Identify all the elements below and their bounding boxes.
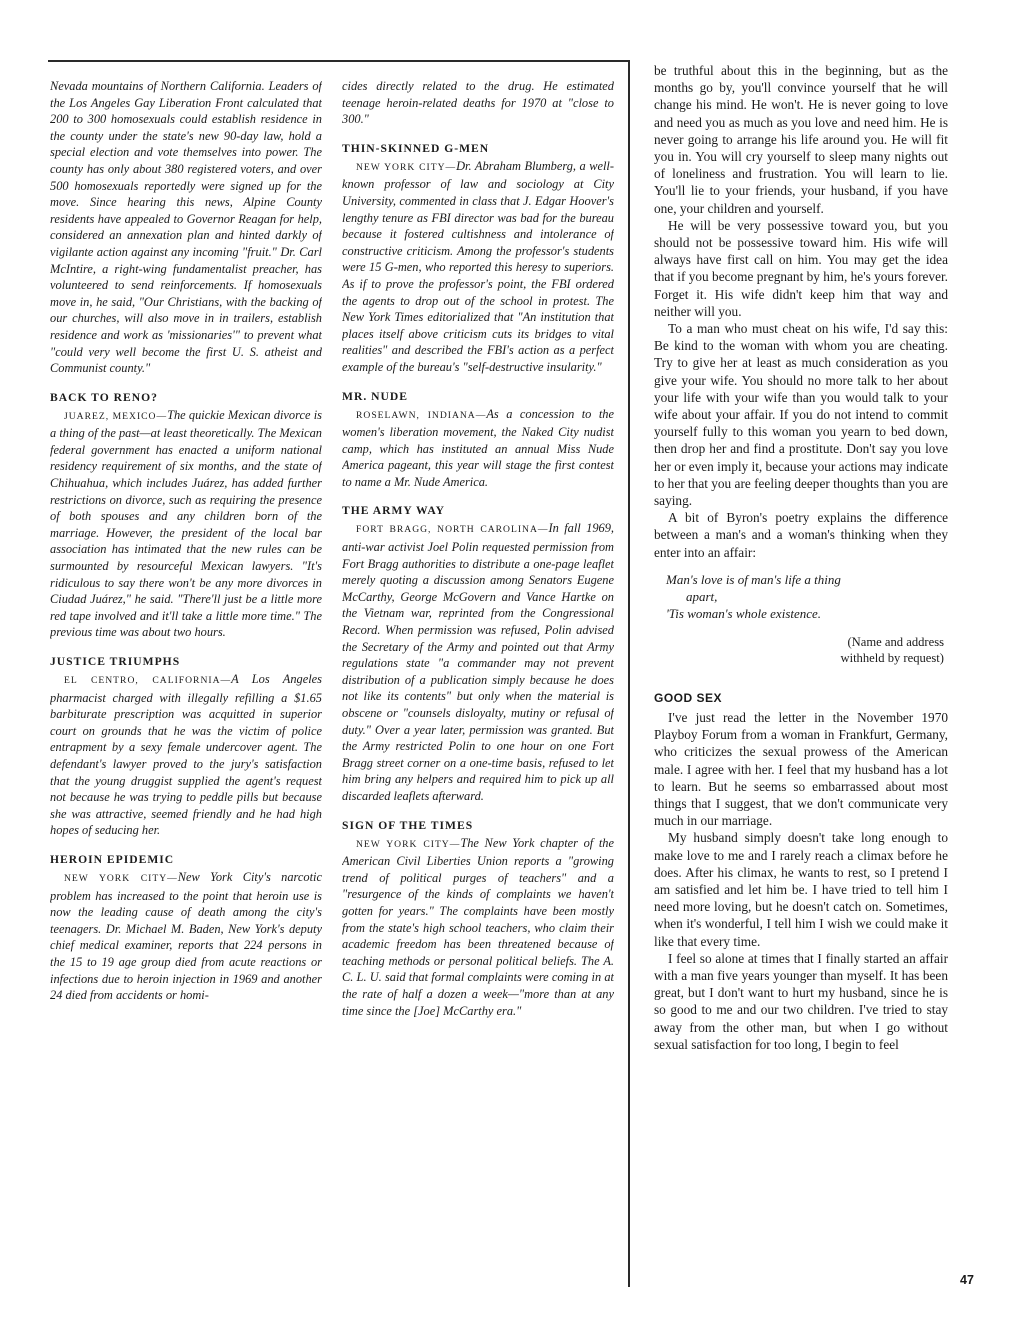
item-body: Dr. Abraham Blumberg, a well-known professor of law and sociology at City University, commented in class that J. Edgar Hoover's lengthy tenure as FBI director was bad for the bureau because it fostered cultishness and intolerance of constructive criticism. Among the professor's students were 15 G-men, who reported this heresy to superiors. As if to prove the professor's point, the FBI ordered the agents to drop out of the school in protest. The New York Times editorialized that "An institution that places itself above criticism cuts its bridges to vital realities" and described the FBI's action as a perfect example of the bureau's "self-destructive insularity." [342,158,614,374]
letter-paragraph: He will be very possessive toward you, but you should not be possessive toward him. His wife will always have first call on him. You may get the idea that if you become pregnant by him, he's yours forever. Forget it. His wife didn't keep him that way and neither will you. [654,217,948,319]
item-heading: MR. NUDE [342,389,408,403]
item-body: A Los Angeles pharmacist charged with illegally refilling a $1.65 barbiturate prescription was acquitted in superior court on grounds that he was the victim of police entrapment by a sexy female undercover agent. The defendant's lawyer proved to the jury's satisfaction that the young druggist supplied the agent's request not because he was trying to peddle pills but because she was attractive, seemed friendly and he had high hopes of seducing her. [50,672,322,838]
letter-paragraph: My husband simply doesn't take long enough to make love to me and I rarely reach a climax before he does. After his climax, he wants to rest, so I pretend I am satisfied and let him be. I have tried to tell him I need more loving, but he doesn't catch on. Sometimes, when it's wonderful, I tell him I wish we could make it like that every time. [654,830,948,949]
continued-item-text: Nevada mountains of Northern California. Leaders of the Los Angeles Gay Liberation Front calculated that 200 to 300 homosexuals could establish residence in the county under the state's new 90-day law, hold a special election and vote themselves into power. The county has only about 380 registered voters, and over 500 homosexuals reportedly were signed up for the move. Since hearing this news, Alpine County residents have appealed to Governor Reagan for help, considered an annexation plan and hinted darkly of vigilante action against any incoming "fruit." Dr. Carl McIntire, a right-wing fundamentalist preacher, has volunteered to send reinforcements. If homosexuals move in, he said, "Our Christians, with the backing of our churches, will also move in in trailers, establish residence and work as 'missionaries'" to prevent what "could very well become the first U. S. atheist and Communist county." [50,79,322,376]
item-dateline: FORT BRAGG, NORTH CAROLINA— [356,524,549,536]
item-dateline: JUAREZ, MEXICO— [64,410,168,422]
item-heading: HEROIN EPIDEMIC [50,852,175,866]
letter-paragraph: To a man who must cheat on his wife, I'd say this: Be kind to the woman with whom you are cheating. Try to give her at least as much consideration as you give your wife. You should no more talk to her about your life with your wife than you would talk to your wife about your affair. If you do not intend to commit yourself fully to this woman you yearn to bed down, then drop her and find a prostitute. Don't say you love her or even imply it, because your actions may indicate to her that you are feeling deeper thoughts than you are saying. [654,321,948,509]
news-item-mr-nude [342,390,614,491]
item-body: In fall 1969, anti-war activist Joel Polin requested permission from Fort Bragg authorities to distribute a one-page leaflet merely quoting a discussion among Senators Eugene McCarthy, George McGovern and Vance Hartke on the Vietnam war, reprinted from the Congressional Record. When permission was refused, Polin advised the Secretary of the Army and pointed out that Army regulations state "a commander may not prevent distribution of a publication simply because he does not like its contents" but only when the material is obscene or "counsels disloyalty, mutiny or refusal of duty." Over a year later, permission was granted. But the Army restricted Polin to one hour on one Fort Bragg street corner on a one-time basis, refused to let him bring any helpers and required him to pick up all discarded leaflets afterward. [342,521,614,803]
item-body: The quickie Mexican divorce is a thing of the past—at least theoretically. The Mexican federal government has enacted a uniform national residency requirement of six months, and the state of Chihuahua, which includes Juárez, has added further restrictions on divorce, such as requiring the presence of both spouses and any children born of the marriage. However, the president of the local bar association has intimated that the new rules can be surmounted by resourceful Mexican lawyers. "It's ridiculous to say there won't be any more divorces in Ciudad Juárez," he said. "There'll just be a little more red tape involved and it'll take a little more time." The previous time was about two hours. [50,407,322,640]
news-item-thin-skinned-g-men [342,142,614,376]
letter-good-sex [654,709,948,1053]
column-3 [654,62,948,1053]
column-divider [628,60,630,1287]
column-1 [50,78,322,1004]
item-dateline: NEW YORK CITY— [356,838,461,850]
item-heading: JUSTICE TRIUMPHS [50,655,181,668]
page-number: 47 [960,1273,974,1287]
signature-line: withheld by request) [840,651,944,666]
news-item-heroin-epidemic [50,853,322,1004]
signature-line: (Name and address [847,634,944,649]
item-heading: BACK TO RENO? [50,390,158,404]
news-item-the-army-way [342,504,614,804]
quote-line: Man's love is of man's life a thing [666,571,841,587]
byron-quote [666,571,948,622]
quote-line: apart, [686,588,718,604]
item-dateline: ROSELAWN, INDIANA— [356,409,487,421]
news-item-sign-of-the-times [342,819,614,1020]
column-2 [342,78,614,1019]
news-item-back-to-reno [50,391,322,641]
letter-heading: GOOD SEX [654,690,723,705]
letter-paragraph: A bit of Byron's poetry explains the difference between a man's and a woman's thinking when they enter into an affair: [654,510,948,560]
letter-paragraph: be truthful about this in the beginning, but as the months go by, you'll convince yourself that he will change his mind. He won't. He is never going to love and need you as much as you love and need him. He is never going to arrange his life around you. He will fit you in. You will cry yourself to sleep many nights out of loneliness and frustration. You will learn to lie. You'll lie to your friends, your husband, if you have one, your children and yourself. [654,63,948,216]
item-heading: THIN-SKINNED G-MEN [342,141,490,155]
letter-signature [654,634,944,667]
letter-paragraph: I feel so alone at times that I finally started an affair with a man five years younger than myself. It has been great, but I don't want to hurt my husband, since he is so good to me and our two children. I've tried to stay away from the other man, but when I go without sexual satisfaction for too long, I begin to feel [654,950,948,1052]
item-dateline: NEW YORK CITY— [64,872,178,884]
item-body: As a concession to the women's liberation movement, the Naked City nudist camp, which has instituted an annual Miss Nude America pageant, this year will stage the first contest to name a Mr. Nude America. [342,406,614,489]
item-dateline: EL CENTRO, CALIFORNIA— [64,675,232,686]
top-rule [48,60,628,62]
continued-item-text: cides directly related to the drug. He estimated teenage heroin-related deaths for 1970 at "close to 300." [342,79,614,127]
item-body: New York City's narcotic problem has increased to the point that heroin use is now the leading cause of death among the city's teenagers. Dr. Michael M. Baden, New York's deputy chief medical examiner, reports that 224 persons in the 15 to 19 age group died from acute reactions or infections due to heroin injection in 1969 and another 24 died from accidents or homi- [50,869,322,1003]
item-heading: SIGN OF THE TIMES [342,818,474,832]
letter-paragraph: I've just read the letter in the November 1970 Playboy Forum from a woman in Frankfurt, Germany, who criticizes the sexual prowess of the American male. I agree with her. I feel that my husband has a lot to learn. But he seems so embarrassed about most things that I suggest, that we don't communicate very much in our marriage. [654,709,948,829]
news-item-justice-triumphs [50,655,322,839]
item-body: The New York chapter of the American Civil Liberties Union reports a "growing trend of political purges of teachers" and a "resurgence of the kinds of complaints we haven't gotten for years." The complaints have been mostly from the state's high school teachers, who claim their academic freedom has been threatened because of teaching methods or personal political beliefs. The A. C. L. U. said that formal complaints were coming in at the rate of half a dozen a week—"more than at any time since the [Joe] McCarthy era." [342,835,614,1018]
item-dateline: NEW YORK CITY— [356,161,457,173]
item-heading: THE ARMY WAY [342,504,446,518]
letter-continued [654,62,948,561]
quote-line: 'Tis woman's whole existence. [666,605,822,621]
